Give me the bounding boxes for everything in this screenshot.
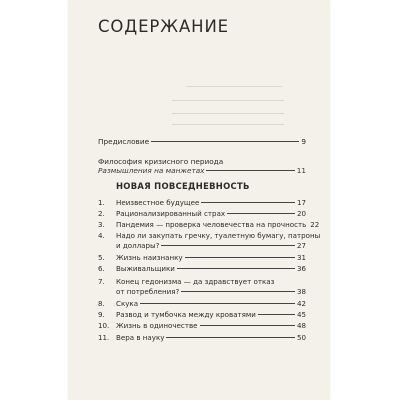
dot-leader [161, 245, 295, 246]
entry-title: Рационализированный страх [116, 209, 226, 218]
entry-number: 2. [98, 209, 105, 218]
show-through-line [172, 124, 284, 125]
dot-leader [151, 140, 299, 142]
entry-subtitle: Размышления на манжетах [98, 166, 205, 175]
entry-number: 6. [98, 264, 105, 273]
page-number: 31 [296, 253, 306, 262]
dot-leader [201, 202, 295, 203]
entry-title: Скука [116, 299, 139, 308]
page-number: 38 [296, 287, 306, 296]
page-number: 17 [296, 198, 306, 207]
dot-leader [185, 257, 295, 258]
dot-leader [181, 291, 295, 292]
page-number: 50 [296, 333, 306, 342]
entry-number: 11. [98, 333, 110, 342]
entry-title: Предисловие [98, 137, 150, 146]
show-through-line [172, 100, 284, 101]
dot-leader [206, 169, 294, 171]
entry-title: Выживальщики [116, 264, 175, 273]
page-number: 42 [296, 299, 306, 308]
page-number: 22 [310, 220, 320, 229]
entry-title-continued: от потребления? [116, 287, 180, 296]
entry-number: 7. [98, 277, 105, 286]
dot-leader [166, 337, 295, 338]
entry-number: 1. [98, 198, 105, 207]
entry-number: 4. [98, 231, 105, 240]
show-through-line [186, 86, 282, 87]
entry-number: 5. [98, 253, 105, 262]
dot-leader [140, 303, 295, 304]
entry-title: Конец гедонизма — да здравствует отказ [116, 277, 275, 286]
dot-leader [258, 314, 295, 315]
section-heading: НОВАЯ ПОВСЕДНЕВНОСТЬ [116, 181, 250, 191]
page-number: 27 [296, 241, 306, 250]
entry-title: Надо ли закупать гречку, туалетную бумагу, патроны [116, 231, 321, 240]
entry-number: 8. [98, 299, 105, 308]
page-number: 48 [296, 321, 306, 330]
entry-title: Вера в науку [116, 333, 165, 342]
page-title: СОДЕРЖАНИЕ [98, 17, 230, 36]
dot-leader [177, 268, 295, 269]
entry-title-continued: и доллары? [116, 241, 160, 250]
page-number: 36 [296, 264, 306, 273]
book-page [68, 0, 330, 400]
entry-title: Неизвестное будущее [116, 198, 200, 207]
dot-leader [227, 213, 295, 214]
page-number: 9 [301, 137, 306, 146]
page-number: 20 [296, 209, 306, 218]
toc-entry-philosophy[interactable] [98, 157, 306, 175]
entry-title: Жизнь наизнанку [116, 253, 183, 262]
page-number: 11 [296, 166, 306, 175]
page-number: 45 [296, 310, 306, 319]
entry-title: Жизнь в одиночестве [116, 321, 198, 330]
entry-number: 3. [98, 220, 105, 229]
toc-entry-preface[interactable] [98, 137, 306, 146]
entry-title: Философия кризисного периода [98, 157, 224, 166]
show-through-line [172, 113, 284, 114]
entry-number: 10. [98, 321, 110, 330]
entry-title: Пандемия — проверка человечества на прочность [116, 220, 307, 229]
entry-number: 9. [98, 310, 105, 319]
dot-leader [200, 325, 295, 326]
entry-title: Развод и тумбочка между кроватями [116, 310, 256, 319]
